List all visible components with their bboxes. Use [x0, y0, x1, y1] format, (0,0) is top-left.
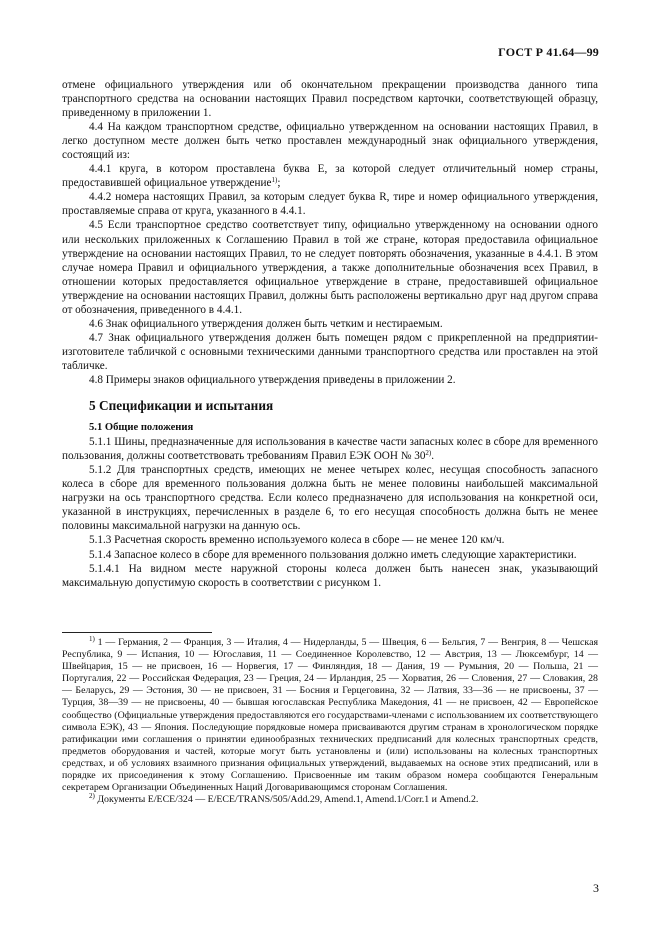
body-text	[62, 78, 598, 590]
footnote-2	[62, 794, 598, 806]
footnote-ref-2: 2)	[425, 449, 432, 458]
footnote-1-mark: 1)	[89, 635, 95, 643]
subsection-5-1-heading: 5.1 Общие положения	[89, 422, 194, 434]
paragraph-5-1-1	[62, 435, 598, 463]
paragraph-5-1-3: 5.1.3 Расчетная скорость временно используемого колеса в сборе — не менее 120 км/ч.	[89, 534, 505, 547]
document-code-header: ГОСТ Р 41.64—99	[498, 45, 599, 59]
footnote-2-mark: 2)	[89, 792, 95, 801]
footnote-1-text: 1 — Германия, 2 — Франция, 3 — Италия, 4 — Нидерланды, 5 — Швеция, 6 — Бельгия, 7 — Венгрия, 8 — Чешская Республика, 9 — Испания, 10 — Югославия, 11 — Соединенное Королевство, 12 — Австрия, 13 — Люксембург, 14 — Швейцария, 15 — не присвоен, 16 — Норвегия, 17 — Финляндия, 18 — Дания, 19 — Румыния, 20 — Польша, 21 — Португалия, 22 — Российская Федерация, 23 — Греция, 24 — Ирландия, 25 — Хорватия, 26 — Словения, 27 — Словакия, 28 — Беларусь, 29 — Эстония, 30 — не присвоен, 31 — Босния и Герцеговина, 32 — Латвия, 33—36 — не присвоены, 37 — Турция, 38—39 — не присвоены, 40 — бывшая югославская Республика Македония, 41 — не присвоен, 42 — Европейское сообщество (Официальные утверждения предоставляются его государствами-членами с использованием их соответствующего символа ЕЭК), 43 — Япония. Последующие порядковые номера присваиваются другим странам в хронологическом порядке ратификации ими соглашения о принятии единообразных технических предписаний для колесных транспортных средств, предметов оборудования и частей, которые могут быть установлены и (или) использованы на колесных транспортных средствах, и об условиях взаимного признания официальных утверждений, выдаваемых на основе этих предписаний, или в порядке их присоединения к этому Соглашению. Присвоенные им таким образом номера сообщаются Генеральным секретарем Организации Объединенных Наций Договаривающимся сторонам Соглашения.	[62, 637, 598, 794]
paragraph-continuation: отмене официального утверждения или об окончательном прекращении производства данного типа транспортного средства на основании настоящих Правил посредством карточки, соответствующей образцу, приведенному в приложении 1.	[62, 79, 598, 120]
paragraph-5-1-1-end: .	[431, 450, 435, 463]
paragraph-5-1-2: 5.1.2 Для транспортных средств, имеющих не менее четырех колес, несущая способность запасного колеса в сборе для временного пользования должна быть не менее половины наибольшей максимальной нагрузки на ось транспортного средства. Если колесо предназначено для использования на конкретной оси, указанной в инструкциях, перечисленных в разделе 6, то его несущая способность должна быть не менее половины максимальной нагрузки на данную ось.	[62, 464, 598, 533]
paragraph-4-4-2: 4.4.2 номера настоящих Правил, за которым следует буква R, тире и номер официального утверждения, проставляемые справа от круга, указанного в 4.4.1.	[62, 191, 598, 218]
footnote-1	[62, 637, 598, 794]
paragraph-4-8: 4.8 Примеры знаков официального утверждения приведены в приложении 2.	[89, 373, 456, 386]
footnotes	[62, 637, 598, 806]
paragraph-5-1-4: 5.1.4 Запасное колесо в сборе для временного пользования должно иметь следующие характеристики.	[89, 548, 577, 561]
paragraph-5-1-1-text: 5.1.1 Шины, предназначенные для использования в качестве части запасных колес в сборе для временного пользования, должны соответствовать требованиям Правил ЕЭК ООН № 30	[62, 436, 598, 463]
footnote-divider	[62, 632, 212, 633]
paragraph-4-4-1-end: ;	[277, 177, 281, 190]
paragraph-4-4: 4.4 На каждом транспортном средстве, официально утвержденном на основании настоящих Правил, в легко доступном месте должен быть четко проставлен международный знак официального утверждения, состоящий из:	[62, 121, 598, 162]
footnote-2-text: Документы E/ECE/324 — E/ECE/TRANS/505/Add.29, Amend.1, Amend.1/Corr.1 и Amend.2.	[94, 794, 479, 806]
paragraph-5-1-4-1: 5.1.4.1 На видном месте наружной стороны колеса должен быть нанесен знак, указывающий максимальную допустимую скорость в соответствии с рисунком 1.	[62, 562, 598, 589]
paragraph-4-4-1-text: 4.4.1 круга, в котором проставлена буква E, за которой следует отличительный номер страны, предоставившей официальное утверждение	[62, 163, 598, 190]
paragraph-4-7: 4.7 Знак официального утверждения должен быть помещен рядом с прикрепленной на предприятии-изготовителе табличкой с основными техническими данными транспортного средства или проставлен на этой табличке.	[62, 331, 598, 372]
section-5-heading: 5 Спецификации и испытания	[89, 398, 274, 414]
paragraph-4-5: 4.5 Если транспортное средство соответствует типу, официально утвержденному на основании одного или нескольких приложенных к Соглашению Правил в той же стране, которая предоставила официальное утверждение на основании настоящих Правил, то не следует повторять обозначения, указанные в 4.4.1. В этом случае номера Правил и официального утверждения, а также дополнительные обозначения всех Правил, в отношении которых предоставляется официальное утверждение в стране, предоставившей официальное утверждение на основании настоящих Правил, должны быть расположены вертикально друг над другом справа от обозначения, приведенного в 4.4.1.	[62, 219, 598, 316]
page-number: 3	[593, 881, 599, 895]
paragraph-4-4-1	[62, 162, 598, 190]
footnote-ref-1: 1)	[271, 176, 278, 185]
paragraph-4-6: 4.6 Знак официального утверждения должен быть четким и нестираемым.	[89, 317, 443, 330]
